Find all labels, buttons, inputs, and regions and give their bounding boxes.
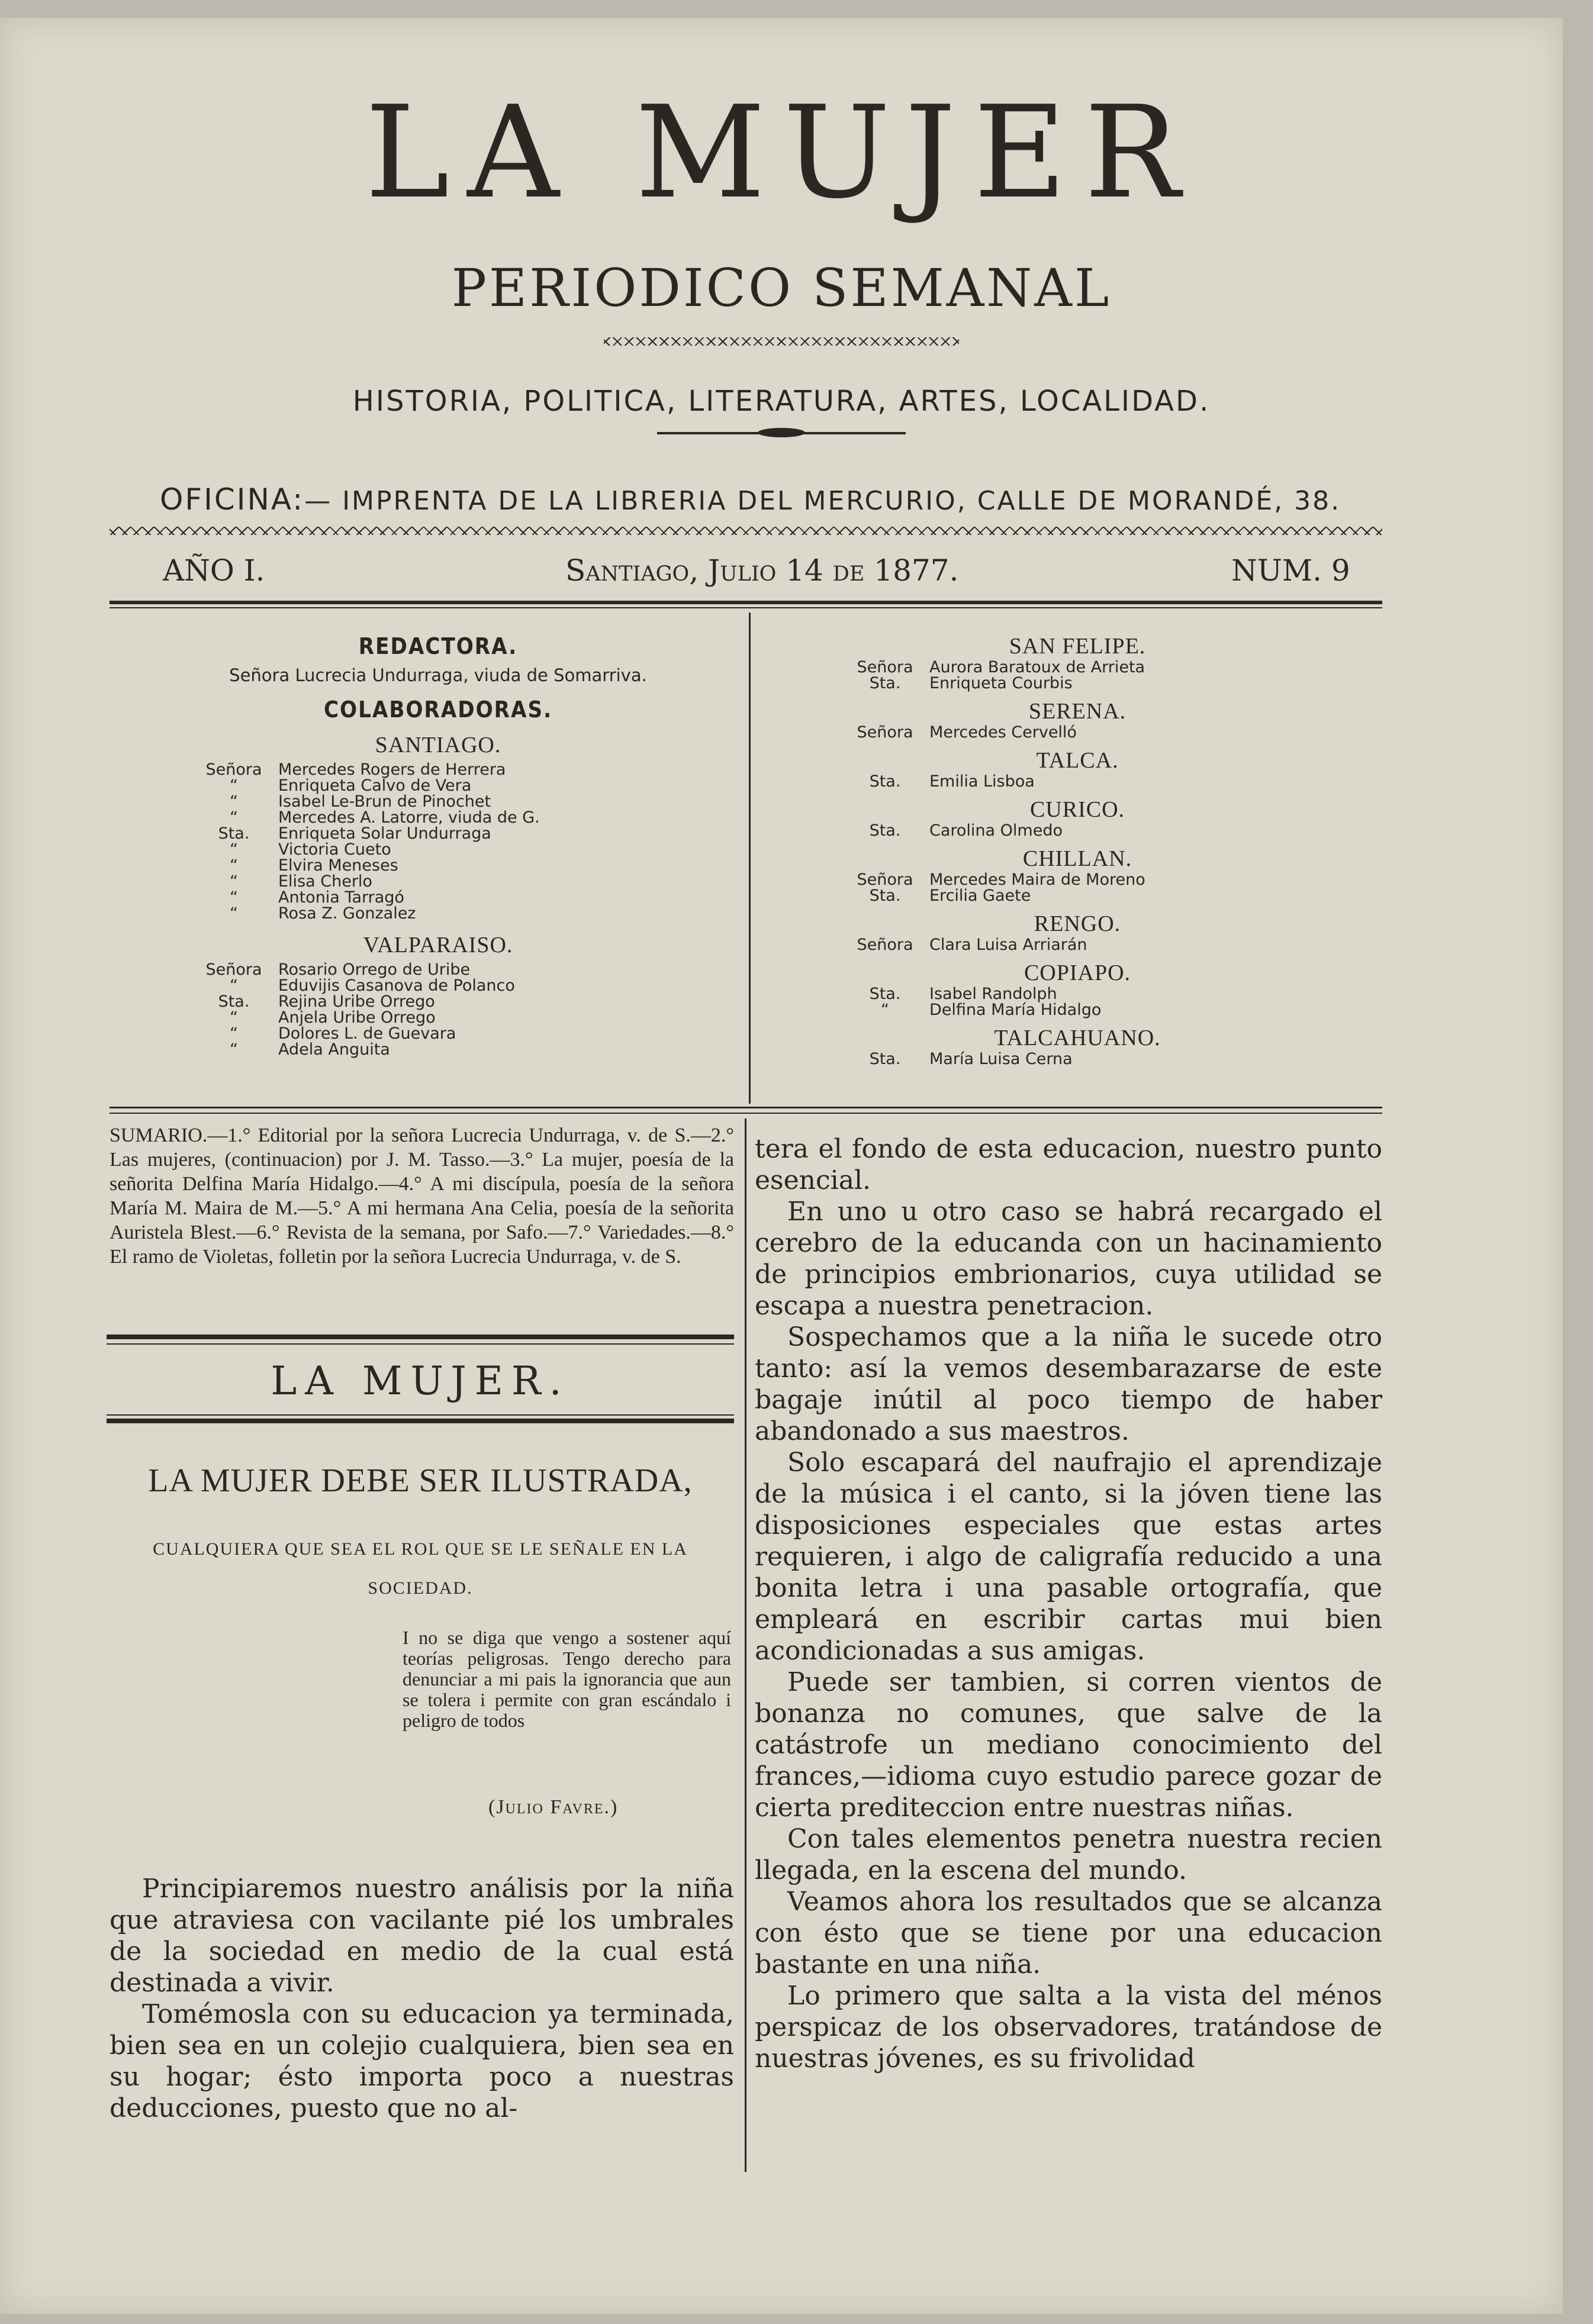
staff-name: Ercilia Gaete — [929, 887, 1031, 905]
article-deck: CUALQUIERA QUE SEA EL ROL QUE SE LE SEÑALE EN LA SOCIEDAD. — [153, 1539, 688, 1598]
staff-name: Enriqueta Solar Undurraga — [278, 824, 491, 843]
staff-title: Sta. — [218, 824, 250, 843]
office-text: — IMPRENTA DE LA LIBRERIA DEL MERCURIO, CALLE DE MORANDÉ, 38. — [304, 486, 1341, 516]
staff-name: Anjela Uribe Orrego — [278, 1008, 436, 1027]
staff-row — [841, 872, 1314, 888]
staff-title: “ — [230, 904, 238, 923]
city-chillan: CHILLAN. — [1022, 846, 1132, 871]
paragraph: Sospechamos que a la niña le sucede otro tanto: así la vemos desembarazarse de este bagaje inútil al poco tiempo de haber abandonado a sus maestros. — [755, 1322, 1382, 1446]
staff-name: Enriqueta Calvo de Vera — [278, 776, 472, 795]
staff-row — [841, 937, 1314, 953]
staff-name: Antonia Tarragó — [278, 888, 404, 907]
paragraph: Solo escapará del naufrajio el aprendizaje de la música i el canto, si la jóven tiene las disposiciones especiales que estas artes requieren, i algo de caligrafía reducido a una bonita letra i una pasable ortografía, que empleará en escribir cartas mui bien acondicionadas a sus amigas. — [755, 1448, 1382, 1666]
redactora-name: Señora Lucrecia Undurraga, viuda de Somarriva. — [229, 665, 647, 685]
paragraph: Con tales elementos penetra nuestra recien llegada, en la escena del mundo. — [755, 1824, 1382, 1885]
issue-date: Santiago, Julio 14 de 1877. — [565, 553, 959, 588]
staff-row — [189, 810, 734, 826]
paragraph: Veamos ahora los resultados que se alcanza con ésto que se tiene por una educacion bastante en una niña. — [755, 1887, 1382, 1980]
article-left-column — [110, 1873, 734, 2124]
staff-title: Señora — [205, 760, 262, 779]
chillan-list — [841, 872, 1314, 904]
staff-row — [841, 823, 1314, 839]
staff-name: Adela Anguita — [278, 1040, 390, 1059]
staff-name: Delfina María Hidalgo — [929, 1001, 1102, 1019]
staff-row — [189, 1010, 734, 1026]
staff-row — [189, 826, 734, 842]
staff-title: “ — [230, 792, 238, 811]
staff-title: Señora — [857, 936, 913, 954]
city-santiago: SANTIAGO. — [375, 733, 501, 758]
staff-name: Carolina Olmedo — [929, 821, 1063, 840]
dateline-rule-thin — [110, 607, 1382, 608]
newspaper-page — [0, 18, 1563, 2314]
staff-row — [841, 1051, 1314, 1067]
staff-name: Rosario Orrego de Uribe — [278, 960, 471, 979]
staff-title: “ — [230, 976, 238, 995]
staff-name: Elvira Meneses — [278, 856, 398, 875]
staff-row — [189, 794, 734, 810]
article-epigraph: I no se diga que vengo a sostener aquí teorías peligrosas. Tengo derecho para denunciar a mi pais la ignorancia que aun se tolera i permite con gran escándalo i peligro de todos — [403, 1627, 731, 1731]
article-right-column — [755, 1133, 1382, 2074]
staff-name: Enriqueta Courbis — [929, 674, 1073, 692]
city-curico: CURICO. — [1029, 797, 1125, 822]
serena-list — [841, 724, 1314, 740]
staff-title: Sta. — [869, 821, 901, 840]
staff-name: Victoria Cueto — [278, 840, 391, 859]
staff-name: Mercedes Rogers de Herrera — [278, 760, 506, 779]
city-san-felipe: SAN FELIPE. — [1009, 634, 1146, 659]
staff-row — [189, 1026, 734, 1042]
staff-row — [189, 778, 734, 794]
staff-row — [841, 724, 1314, 740]
talcahuano-list — [841, 1051, 1314, 1067]
staff-name: Mercedes Cervelló — [929, 723, 1077, 742]
staff-title: “ — [230, 776, 238, 795]
staff-bottom-rule-thin — [110, 1113, 1382, 1114]
staff-title: Señora — [205, 960, 262, 979]
staff-row — [841, 675, 1314, 691]
rengo-list — [841, 937, 1314, 953]
san-felipe-list — [841, 659, 1314, 691]
staff-name: Aurora Baratoux de Arrieta — [929, 658, 1145, 676]
staff-row — [189, 873, 734, 889]
paragraph: Puede ser tambien, si corren vientos de bonanza no comunes, que salve de la catástrofe un mediano conocimiento del frances,—idioma cuyo estudio parece gozar de cierta prediteccion entre nuestras niñas. — [755, 1667, 1382, 1823]
staff-row — [841, 986, 1314, 1002]
valparaiso-list — [142, 962, 734, 1058]
copiapo-list — [841, 986, 1314, 1018]
colaboradoras-heading: COLABORADORAS. — [323, 697, 553, 723]
staff-row — [189, 1042, 734, 1058]
staff-title: “ — [881, 1001, 889, 1019]
staff-name: Rosa Z. Gonzalez — [278, 904, 416, 923]
staff-name: Clara Luisa Arriarán — [929, 936, 1087, 954]
office-label: OFICINA: — [160, 482, 305, 517]
staff-name: Isabel Le-Brun de Pinochet — [278, 792, 491, 811]
staff-name: Eduvijis Casanova de Polanco — [278, 976, 515, 995]
staff-row — [189, 842, 734, 858]
city-rengo: RENGO. — [1034, 911, 1121, 936]
staff-name: Dolores L. de Guevara — [278, 1024, 456, 1043]
office-line — [160, 482, 1341, 517]
staff-title: “ — [230, 808, 238, 827]
section-rule-top-thin — [107, 1343, 734, 1345]
staff-row — [189, 994, 734, 1010]
staff-name: Emilia Lisboa — [929, 772, 1035, 791]
paragraph-continued: tera el fondo de esta educacion, nuestro punto esencial. — [755, 1134, 1382, 1195]
staff-row — [841, 659, 1314, 675]
epigraph-author: (Julio Favre.) — [488, 1796, 619, 1818]
staff-title: Sta. — [869, 1050, 901, 1068]
section-title: LA MUJER. — [271, 1358, 570, 1404]
paragraph: Lo primero que salta a la vista del ménos perspicaz de los observadores, tratándose de nuestras jóvenes, es su frivolidad — [755, 1981, 1382, 2074]
staff-title: “ — [230, 840, 238, 859]
staff-name: Elisa Cherlo — [278, 872, 372, 891]
staff-title: Sta. — [869, 985, 901, 1003]
staff-bottom-rule — [110, 1107, 1382, 1108]
staff-title: Sta. — [869, 887, 901, 905]
staff-column-divider — [749, 613, 751, 1104]
sumario-text: SUMARIO.—1.° Editorial por la señora Lucrecia Undurraga, v. de S.—2.° Las mujeres, (continuacion) por J. M. Tasso.—3.° La mujer, poesía de la señorita Delfina María Hidalgo.—4.° A mi discípula, poesía de la señora María M. Maira de M.—5.° A mi hermana Ana Celia, poesía de la señorita Auristela Blest.—6.° Revista de la semana, por Safo.—7.° Variedades.—8.° El ramo de Violetas, folletin por la señora Lucrecia Undurraga, v. de S. — [110, 1124, 734, 1268]
talca-list — [841, 773, 1314, 789]
staff-title: “ — [230, 856, 238, 875]
paragraph: Principiaremos nuestro análisis por la niña que atraviesa con vacilante pié los umbrales de la sociedad en medio de la cual está destinada a vivir. — [110, 1874, 734, 1998]
section-rule-bottom — [107, 1419, 734, 1423]
staff-title: Sta. — [869, 772, 901, 791]
staff-name: María Luisa Cerna — [929, 1050, 1073, 1068]
staff-title: “ — [230, 872, 238, 891]
staff-name: Rejina Uribe Orrego — [278, 992, 435, 1011]
staff-right — [841, 633, 1314, 1067]
article-column-divider — [745, 1119, 746, 2172]
staff-name: Mercedes Maira de Moreno — [929, 871, 1145, 889]
curico-list — [841, 823, 1314, 839]
santiago-list — [142, 762, 734, 921]
redactora-heading: REDACTORA. — [358, 633, 518, 659]
city-talcahuano: TALCAHUANO. — [994, 1026, 1161, 1050]
masthead-topics: HISTORIA, POLITICA, LITERATURA, ARTES, LOCALIDAD. — [352, 385, 1211, 418]
staff-row — [189, 978, 734, 994]
city-talca: TALCA. — [1036, 748, 1119, 773]
masthead-subtitle: PERIODICO SEMANAL — [451, 257, 1112, 318]
ornament-wave — [604, 337, 959, 346]
ornament-diamond — [758, 428, 805, 437]
section-rule-bottom-thin — [107, 1414, 734, 1416]
staff-row — [841, 773, 1314, 789]
staff-title: “ — [230, 1008, 238, 1027]
staff-title: Sta. — [869, 674, 901, 692]
staff-title: “ — [230, 1040, 238, 1059]
staff-title: Señora — [857, 871, 913, 889]
staff-name: Isabel Randolph — [929, 985, 1057, 1003]
staff-title: Señora — [857, 658, 913, 676]
staff-title: Sta. — [218, 992, 250, 1011]
staff-title: “ — [230, 888, 238, 907]
city-valparaiso: VALPARAISO. — [363, 933, 513, 958]
paragraph: En uno u otro caso se habrá recargado el cerebro de la educanda con un hacinamiento de principios embrionarios, cuya utilidad se escapa a nuestra penetracion. — [755, 1197, 1382, 1321]
staff-row — [189, 858, 734, 873]
article-headline: LA MUJER DEBE SER ILUSTRADA, — [148, 1462, 693, 1499]
staff-row — [189, 962, 734, 978]
masthead-title: LA MUJER — [365, 78, 1198, 227]
masthead-wave-rule — [110, 527, 1382, 535]
staff-row — [841, 888, 1314, 904]
staff-left — [142, 633, 734, 1058]
staff-title: Señora — [857, 723, 913, 742]
city-copiapo: COPIAPO. — [1024, 960, 1131, 985]
staff-name: Mercedes A. Latorre, viuda de G. — [278, 808, 540, 827]
staff-row — [189, 889, 734, 905]
staff-row — [189, 905, 734, 921]
dateline-rule — [110, 601, 1382, 604]
staff-title: “ — [230, 1024, 238, 1043]
issue-number: NUM. 9 — [1231, 553, 1350, 588]
staff-row — [841, 1002, 1314, 1018]
city-serena: SERENA. — [1028, 699, 1127, 724]
issue-year: AÑO I. — [163, 553, 265, 588]
section-rule-top — [107, 1335, 734, 1339]
staff-row — [189, 762, 734, 778]
paragraph: Tomémosla con su educacion ya terminada, bien sea en un colejio cualquiera, bien sea en su hogar; ésto importa poco a nuestras deducciones, puesto que no al- — [110, 1999, 734, 2123]
